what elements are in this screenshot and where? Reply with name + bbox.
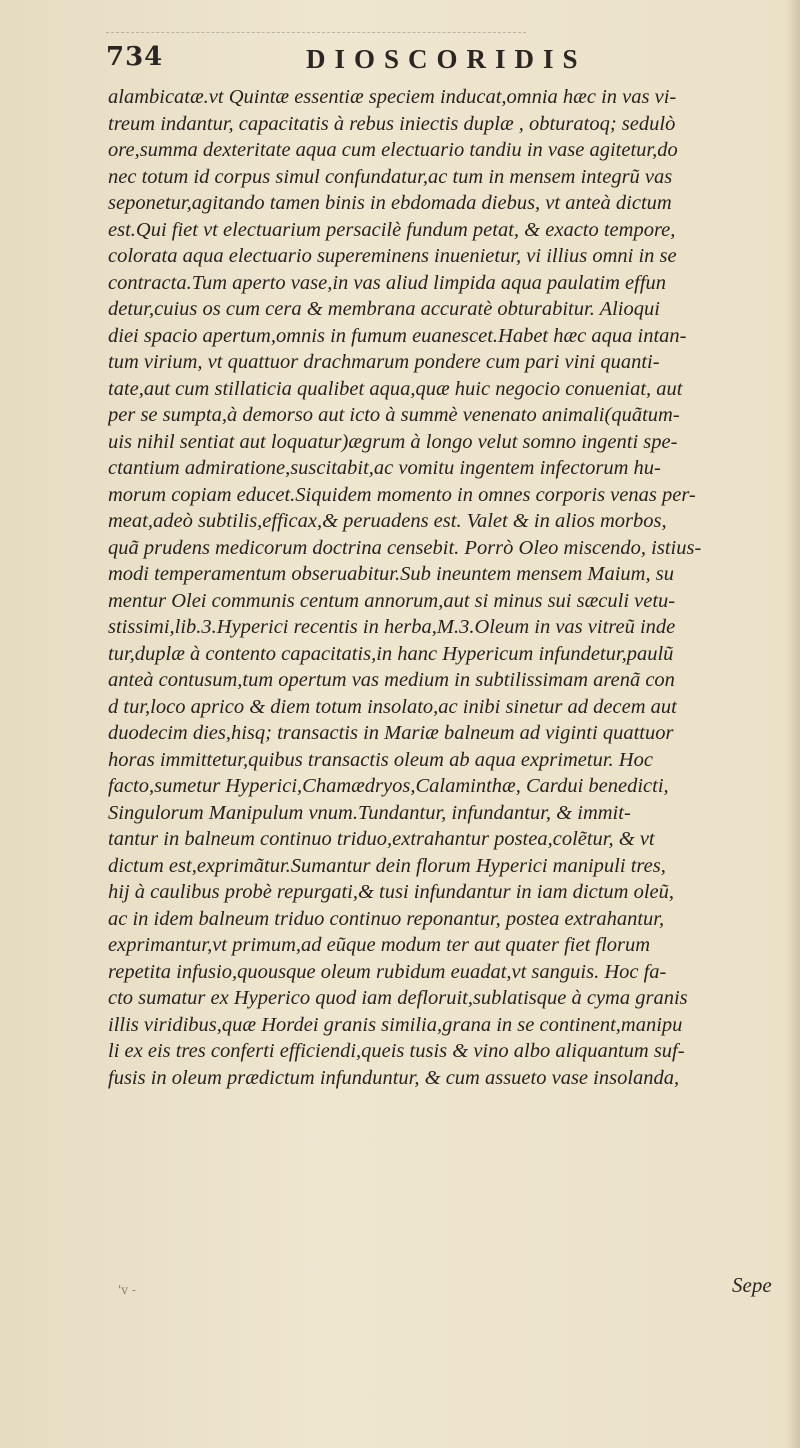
catchword: Sepe — [732, 1273, 772, 1297]
text-line: hij à caulibus probè repurgati,& tusi infundantur in iam dictum oleũ, — [108, 881, 675, 903]
text-line: meat,adeò subtilis,efficax,& peruadens est. Valet & in alios morbos, — [108, 510, 667, 532]
text-line: ore,summa dexteritate aqua cum electuario tandiu in vase agitetur,do — [108, 139, 678, 161]
text-line: ac in idem balneum triduo continuo reponantur, postea extrahantur, — [108, 907, 665, 930]
text-line: modi temperamentum obseruabitur.Sub ineuntem mensem Maium, su — [108, 563, 674, 585]
header-rule — [106, 32, 526, 35]
text-line: alambicatæ.vt Quintæ essentiæ speciem inducat,omnia hæc in vas vi- — [108, 86, 677, 108]
page-header — [106, 42, 706, 82]
text-line: tur,duplæ à contento capacitatis,in hanc Hypericum infundetur,paulũ — [108, 642, 674, 665]
text-line: colorata aqua electuario supereminens inuenietur, vi illius omni in se — [108, 245, 677, 267]
body-text — [108, 84, 798, 1091]
text-line: dictum est,exprimãtur.Sumantur dein florum Hyperici manipuli tres, — [108, 854, 666, 877]
text-line: tantur in balneum continuo triduo,extrahantur postea,colẽtur, & vt — [108, 828, 655, 850]
text-line: li ex eis tres conferti efficiendi,queis tusis & vino albo aliquantum suf- — [108, 1040, 685, 1062]
text-line: facto,sumetur Hyperici,Chamædryos,Calaminthæ, Cardui benedicti, — [108, 775, 669, 797]
text-line: tum virium, vt quattuor drachmarum pondere cum pari vini quanti- — [108, 351, 660, 373]
text-line: cto sumatur ex Hyperico quod iam defloruit,sublatisque à cyma granis — [108, 987, 688, 1009]
text-line: horas immittetur,quibus transactis oleum ab aqua exprimetur. Hoc — [108, 748, 653, 771]
text-line: duodecim dies,hisq; transactis in Mariæ balneum ad viginti quattuor — [108, 722, 674, 744]
text-line: exprimantur,vt primum,ad eũque modum ter aut quater fiet florum — [108, 934, 651, 956]
text-line: tate,aut cum stillaticia qualibet aqua,quæ huic negocio conueniat, aut — [108, 377, 683, 400]
text-line: morum copiam educet.Siquidem momento in omnes corporis venas per- — [108, 483, 696, 506]
text-line: per se sumpta,à demorso aut icto à summè venenato animali(quãtum- — [108, 404, 680, 426]
text-line: ctantium admiratione,suscitabit,ac vomitu ingentem infectorum hu- — [108, 457, 661, 479]
text-line: Singulorum Manipulum vnum.Tundantur, infundantur, & immit- — [108, 801, 631, 824]
text-line: quã prudens medicorum doctrina censebit. Porrò Oleo miscendo, istius- — [108, 536, 702, 559]
text-line: mentur Olei communis centum annorum,aut si minus sui sæculi vetu- — [108, 589, 676, 612]
text-line: anteà contusum,tum opertum vas medium in subtilissimam arenã con — [108, 669, 675, 691]
text-line: d tur,loco aprico & diem totum insolato,ac inibi sinetur ad decem aut — [108, 695, 677, 718]
running-head: DIOSCORIDIS — [306, 44, 587, 74]
text-line: diei spacio apertum,omnis in fumum euanescet.Habet hæc aqua intan- — [108, 324, 687, 347]
stray-ink-mark: 'v - — [118, 1283, 136, 1297]
text-line: detur,cuius os cum cera & membrana accuratè obturabitur. Alioqui — [108, 298, 660, 320]
text-line: contracta.Tum aperto vase,in vas aliud limpida aqua paulatim effun — [108, 271, 667, 294]
page-number: 734 — [106, 42, 164, 72]
text-line: est.Qui fiet vt electuarium persacilè fundum petat, & exacto tempore, — [108, 218, 676, 241]
text-line: nec totum id corpus simul confundatur,ac tum in mensem integrũ vas — [108, 165, 673, 188]
text-line: stissimi,lib.3.Hyperici recentis in herba,M.3.Oleum in vas vitreũ inde — [108, 616, 676, 638]
text-line: treum indantur, capacitatis à rebus iniectis duplæ , obturatoq; sedulò — [108, 112, 676, 135]
text-line: seponetur,agitando tamen binis in ebdomada diebus, vt anteà dictum — [108, 192, 672, 214]
text-line: repetita infusio,quousque oleum rubidum euadat,vt sanguis. Hoc fa- — [108, 960, 667, 983]
text-line: illis viridibus,quæ Hordei granis similia,grana in se continent,manipu — [108, 1013, 683, 1036]
text-line: fusis in oleum prædictum infunduntur, & cum assueto vase insolanda, — [108, 1066, 680, 1089]
text-line: uis nihil sentiat aut loquatur)ægrum à longo velut somno ingenti spe- — [108, 430, 678, 453]
